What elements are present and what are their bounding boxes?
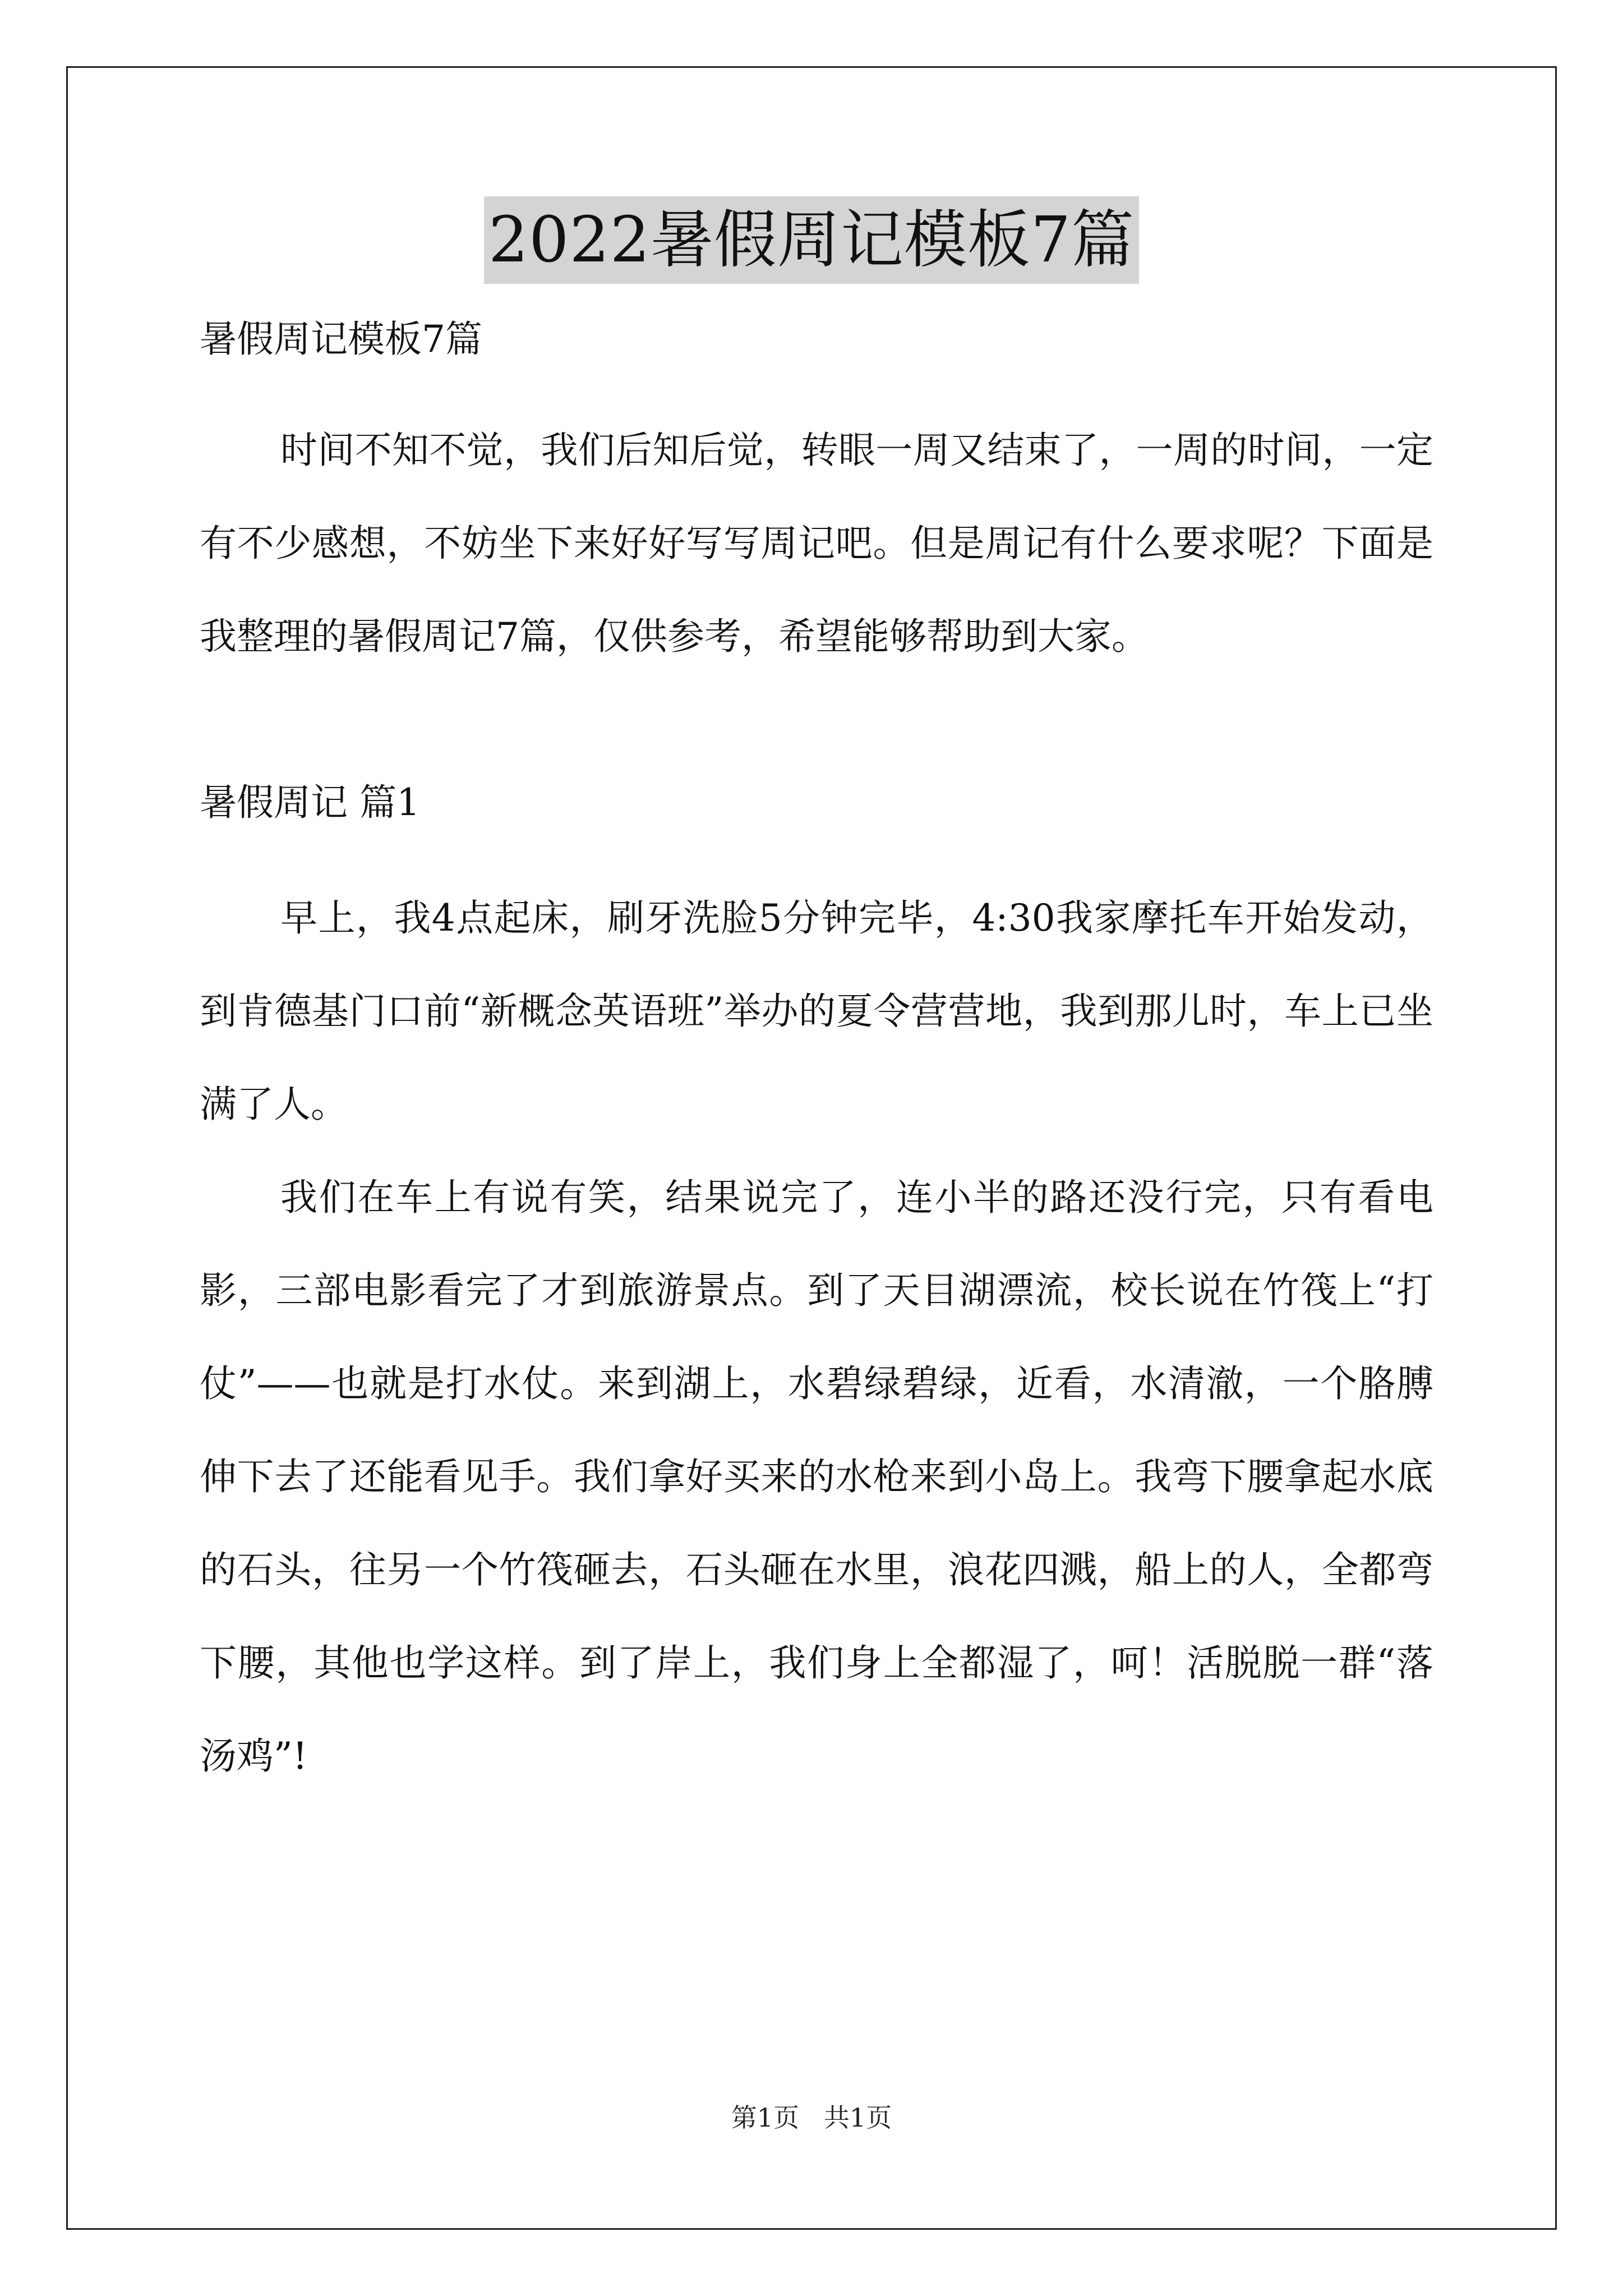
title-container <box>0 196 1623 284</box>
document-title: 2022暑假周记模板7篇 <box>484 196 1139 284</box>
document-subtitle: 暑假周记模板7篇 <box>200 318 482 361</box>
body-paragraph-2: 我们在车上有说有笑，结果说完了，连小半的路还没行完，只有看电影，三部电影看完了才到旅游景点。到了天目湖漂流，校长说在竹筏上“打仗”——也就是打水仗。来到湖上，水碧绿碧绿，近看，水清澈，一个胳膊伸下去了还能看见手。我们拿好买来的水枪来到小岛上。我弯下腰拿起水底的石头，往另一个竹筏砸去，石头砸在水里，浪花四溅，船上的人，全都弯下腰，其他也学这样。到了岸上，我们身上全都湿了，呵！活脱脱一群“落汤鸡”! <box>200 1176 1433 1778</box>
page-footer: 第1页 共1页 <box>731 2102 892 2133</box>
spacer <box>200 683 1433 777</box>
document-body <box>200 314 1433 1803</box>
section-heading: 暑假周记 篇1 <box>200 781 420 824</box>
intro-paragraph: 时间不知不觉，我们后知后觉，转眼一周又结束了，一周的时间，一定有不少感想，不妨坐下来好好写写周记吧。但是周记有什么要求呢？下面是我整理的暑假周记7篇，仅供参考，希望能够帮助到大家。 <box>200 429 1433 658</box>
body-paragraph-1: 早上，我4点起床，刷牙洗脸5分钟完毕，4:30我家摩托车开始发动，到肯德基门口前“新概念英语班”举办的夏令营营地，我到那儿时，车上已坐满了人。 <box>200 896 1433 1126</box>
